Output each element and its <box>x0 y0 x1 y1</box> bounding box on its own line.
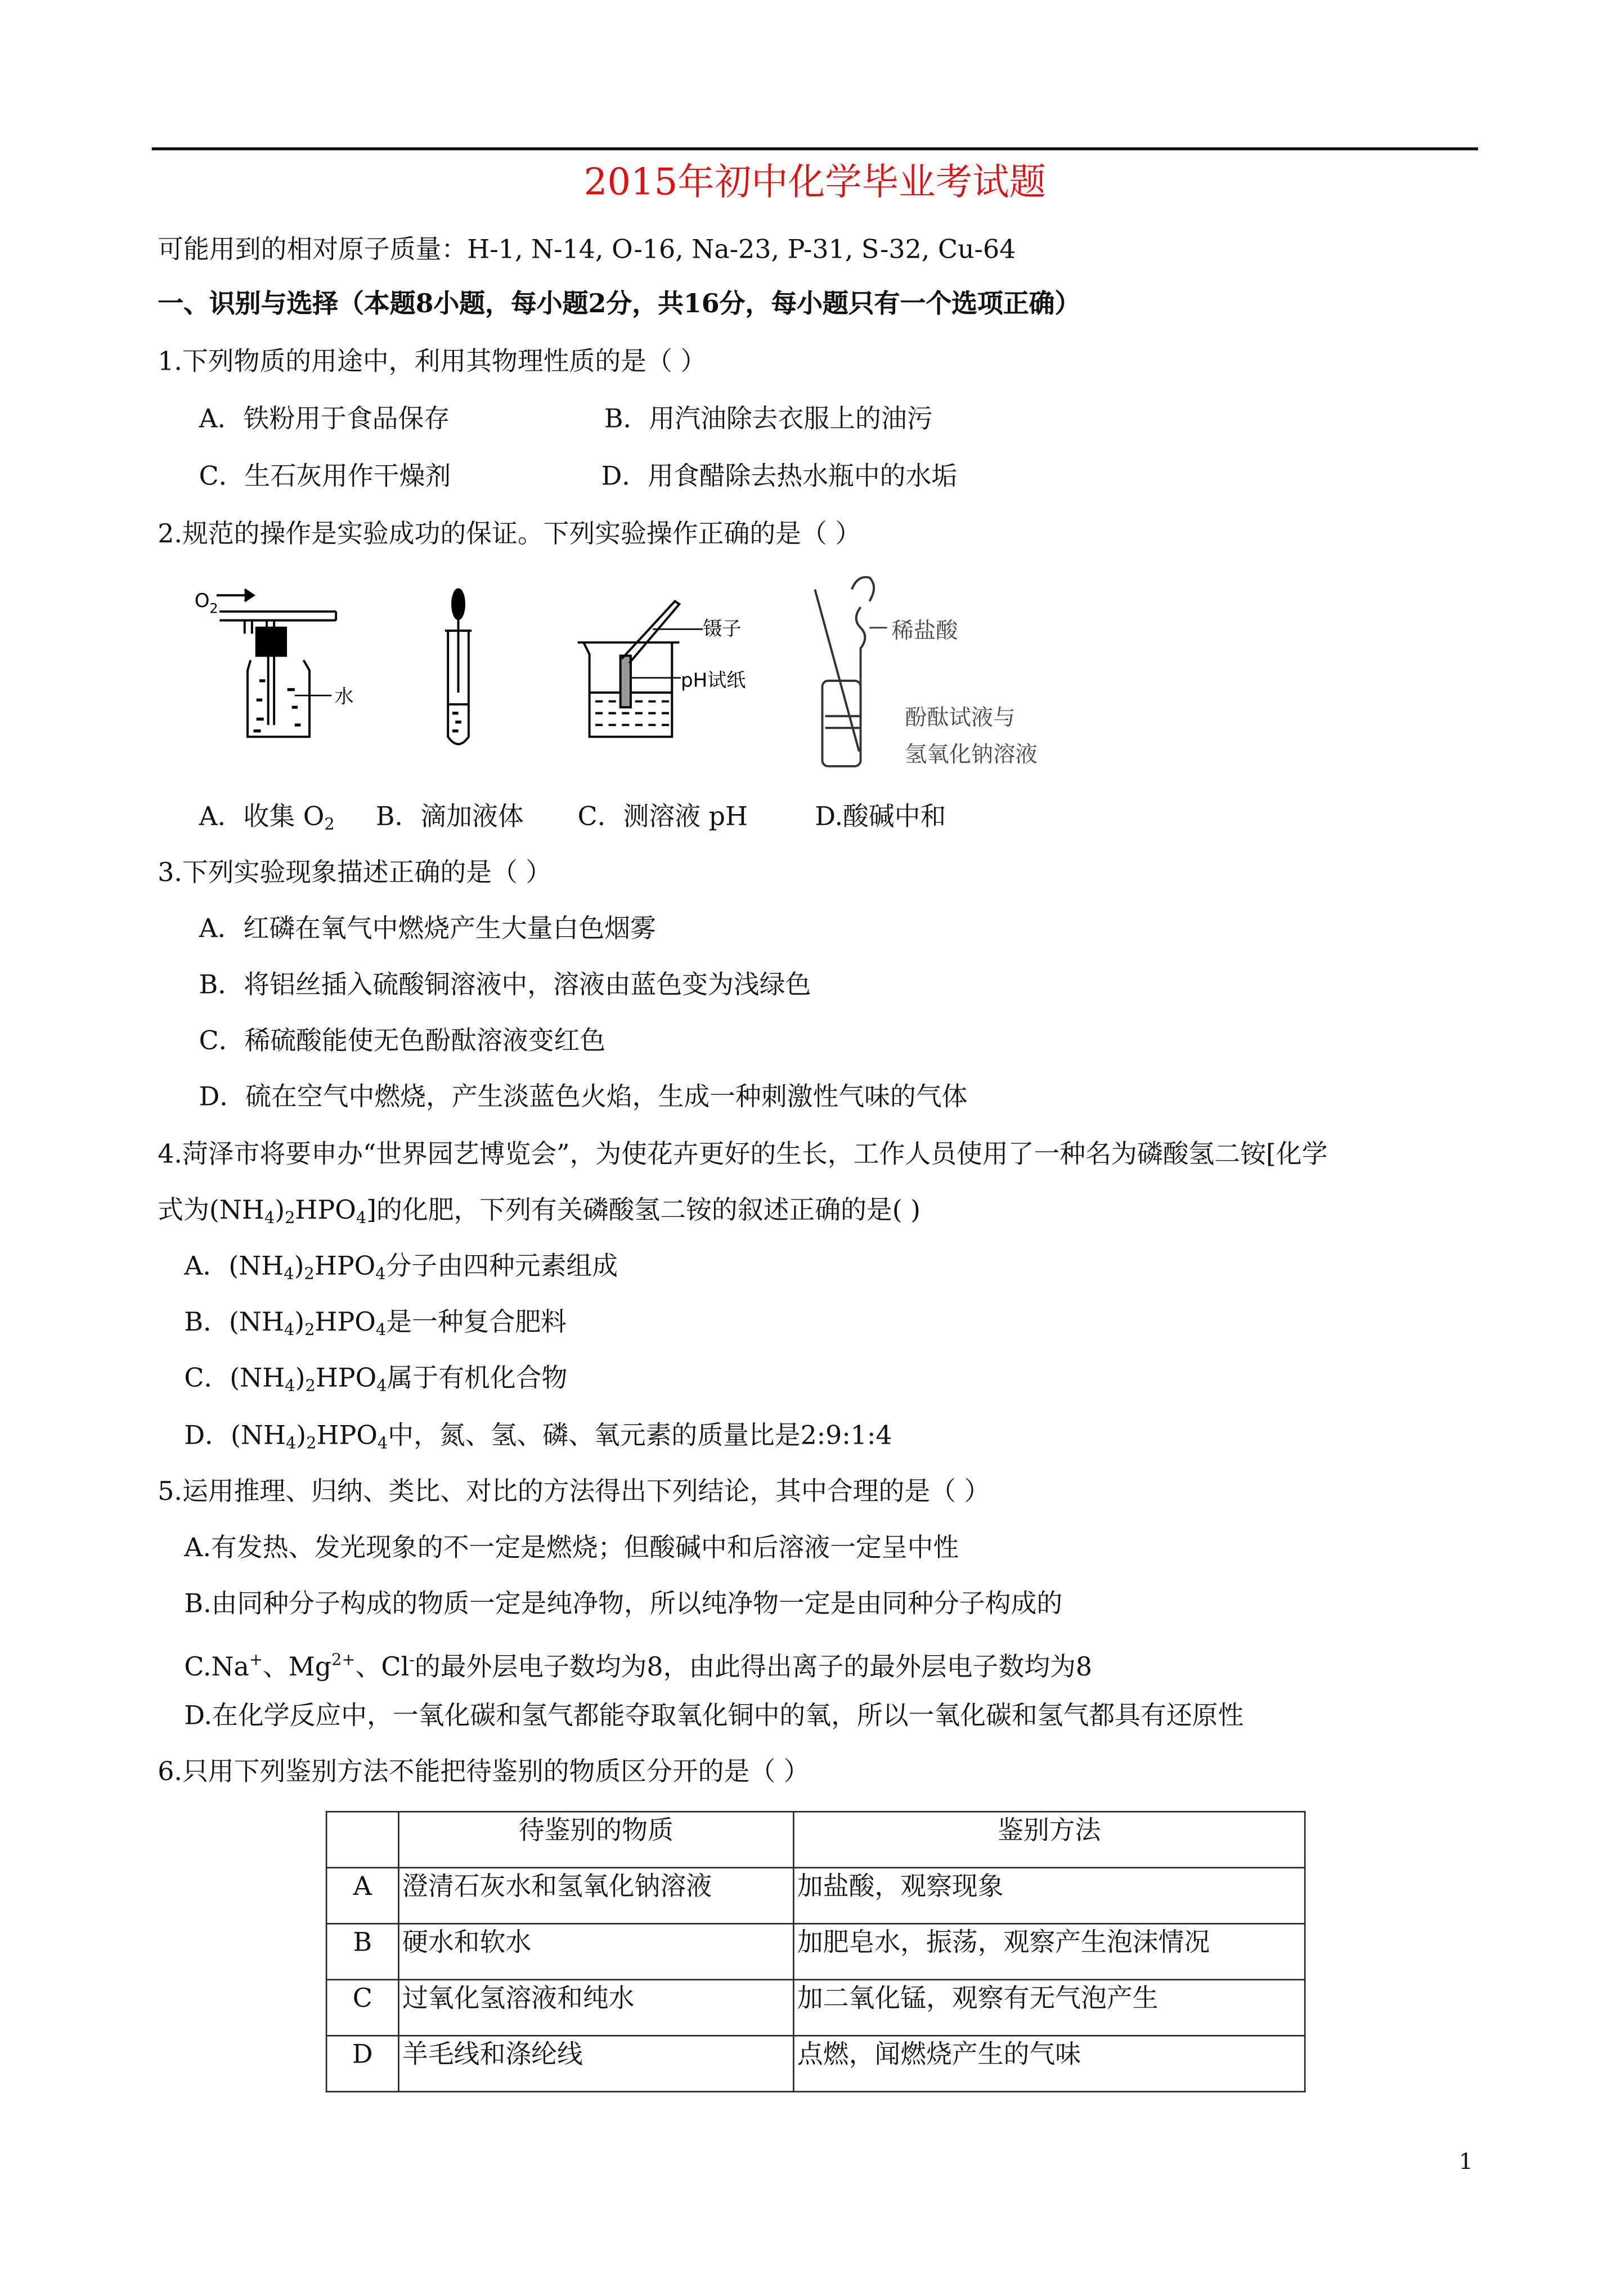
table-cell: A <box>326 1868 398 1924</box>
q5-option-b: B.由同种分子构成的物质一定是纯净物，所以纯净物一定是由同种分子构成的 <box>184 1590 1063 1620</box>
superscript: + <box>249 1650 263 1670</box>
subscript: 2 <box>304 1264 315 1284</box>
table-row <box>326 2036 1305 2092</box>
table-cell: D <box>326 2036 398 2092</box>
table-cell: B <box>326 1924 398 1980</box>
page-number: 1 <box>1458 2148 1473 2175</box>
q2-stem: 2.规范的操作是实验成功的保证。下列实验操作正确的是（ ） <box>158 520 861 550</box>
table-cell: 点燃，闻燃烧产生的气味 <box>793 2036 1305 2092</box>
subscript: 2 <box>324 815 335 834</box>
table-cell: 加肥皂水，振荡，观察产生泡沫情况 <box>793 1924 1305 1980</box>
q4-option-b: B．$(NH_4)_2HPO_4$是一种复合肥料 <box>184 1308 567 1340</box>
gas-bottle-diagram <box>195 590 354 737</box>
subscript: 2 <box>306 1434 317 1453</box>
superscript: - <box>409 1650 415 1670</box>
subscript: 4 <box>285 1376 295 1396</box>
text: C．(NH <box>184 1364 285 1394</box>
q5-option-a: A.有发热、发光现象的不一定是燃烧；但酸碱中和后溶液一定呈中性 <box>184 1534 959 1563</box>
q2-option-d: D.酸碱中和 <box>815 803 946 833</box>
table-cell: 硬水和软水 <box>398 1924 793 1980</box>
text: ]的化肥，下列有关磷酸氢二铵的叙述正确的是( ) <box>366 1196 921 1226</box>
text: C.Na <box>184 1653 249 1683</box>
table-header: 鉴别方法 <box>793 1812 1305 1868</box>
subscript: 4 <box>264 1208 275 1228</box>
text: 、Mg <box>262 1653 332 1683</box>
atomic-masses: 可能用到的相对原子质量：H-1, N-14, O-16, Na-23, P-31, S-32, Cu-64 <box>158 236 1016 266</box>
q1-option-d: D．用食醋除去热水瓶中的水垢 <box>601 462 958 492</box>
text: 式为(NH <box>158 1196 264 1226</box>
tweezers-label: 镊子 <box>703 617 742 640</box>
text: 、Cl <box>355 1653 410 1683</box>
subscript: 4 <box>284 1320 295 1340</box>
q6-table <box>326 1811 1306 2092</box>
q4-option-d: D．$(NH_4)_2HPO_4$中，氮、氢、磷、氧元素的质量比是2:9:1:4 <box>184 1422 892 1453</box>
table-cell: 加盐酸，观察现象 <box>793 1868 1305 1924</box>
q5-option-c <box>184 1645 1092 1684</box>
subscript: 4 <box>375 1264 386 1284</box>
q3-option-d: D．硫在空气中燃烧，产生淡蓝色火焰，生成一种刺激性气味的气体 <box>199 1083 968 1113</box>
o2-label: $O_2$ <box>194 590 218 617</box>
table-header <box>326 1812 398 1868</box>
subscript: 2 <box>285 1208 295 1228</box>
subscript: 2 <box>304 1320 315 1340</box>
acid-label: 稀盐酸 <box>891 618 958 644</box>
q6-stem: 6.只用下列鉴别方法不能把待鉴别的物质区分开的是（ ） <box>158 1758 810 1787</box>
water-label: 水 <box>334 685 354 708</box>
table-row <box>326 1924 1305 1980</box>
text: 属于有机化合物 <box>387 1364 568 1394</box>
q1-stem: 1.下列物质的用途中，利用其物理性质的是（ ） <box>158 348 707 378</box>
q2-option-a <box>199 802 335 842</box>
text: 中，氮、氢、磷、氧元素的质量比是2:9:1:4 <box>388 1422 892 1452</box>
q1-option-b: B．用汽油除去衣服上的油污 <box>604 405 933 435</box>
text: 是一种复合肥料 <box>386 1308 567 1338</box>
text: 的最外层电子数均为8，由此得出离子的最外层电子数均为8 <box>414 1653 1093 1683</box>
table-row <box>326 1980 1305 2036</box>
subscript: 2 <box>305 1376 316 1396</box>
beaker-ph-diagram <box>578 601 746 737</box>
table-cell: 过氧化氢溶液和纯水 <box>398 1980 793 2036</box>
indicator-label-1: 酚酞试液与 <box>905 705 1016 731</box>
q3-option-c: C．稀硫酸能使无色酚酞溶液变红色 <box>199 1027 606 1057</box>
q3-option-b: B．将铝丝插入硫酸铜溶液中，溶液由蓝色变为浅绿色 <box>199 970 811 1001</box>
indicator-label-2: 氢氧化钠溶液 <box>905 742 1038 768</box>
subscript: 4 <box>377 1434 388 1453</box>
q2-option-a-text: A．收集 O <box>199 803 325 833</box>
text: D．(NH <box>184 1422 286 1452</box>
superscript: 2+ <box>331 1650 356 1670</box>
subscript: 4 <box>376 1376 387 1396</box>
subscript: 4 <box>356 1208 367 1228</box>
table-cell: 羊毛线和涤纶线 <box>398 2036 793 2092</box>
q2-diagrams <box>0 0 1621 825</box>
text: A．(NH <box>184 1252 284 1282</box>
page-title: 2015年初中化学毕业考试题 <box>583 160 1047 204</box>
q2-option-b: B．滴加液体 <box>375 803 524 833</box>
subscript: 4 <box>375 1320 387 1340</box>
neutralization-diagram <box>815 577 1037 767</box>
subscript: 4 <box>285 1434 297 1453</box>
table-row <box>326 1868 1305 1924</box>
q1-option-c: C．生石灰用作干燥剂 <box>199 462 451 492</box>
table-cell: 加二氧化锰，观察有无气泡产生 <box>793 1980 1305 2036</box>
q5-stem: 5.运用推理、归纳、类比、对比的方法得出下列结论，其中合理的是（ ） <box>158 1477 990 1508</box>
table-cell: 澄清石灰水和氢氧化钠溶液 <box>398 1868 793 1924</box>
q2-option-c: C．测溶液 pH <box>577 803 748 833</box>
text: B．(NH <box>184 1308 284 1338</box>
table-header-row <box>326 1812 1305 1868</box>
dropper-diagram <box>445 590 472 744</box>
q1-option-a: A．铁粉用于食品保存 <box>199 405 450 435</box>
ph-paper-label: pH试纸 <box>681 669 746 692</box>
section-heading: 一、识别与选择（本题8小题，每小题2分，共16分，每小题只有一个选项正确） <box>158 290 1081 320</box>
q5-option-d: D.在化学反应中，一氧化碳和氢气都能夺取氧化铜中的氧，所以一氧化碳和氢气都具有还原性 <box>184 1702 1244 1732</box>
text: HPO <box>295 1196 356 1226</box>
q4-stem-line2 <box>158 1195 920 1235</box>
subscript: 4 <box>284 1264 294 1284</box>
q3-option-a: A．红磷在氧气中燃烧产生大量白色烟雾 <box>199 915 656 945</box>
q4-stem-line1: 4.菏泽市将要申办“世界园艺博览会”，为使花卉更好的生长，工作人员使用了一种名为磷酸氢二铵[化学 <box>158 1140 1328 1170</box>
text: ) <box>275 1196 285 1226</box>
table-cell: C <box>326 1980 398 2036</box>
q3-stem: 3.下列实验现象描述正确的是（ ） <box>158 859 552 889</box>
table-header: 待鉴别的物质 <box>398 1812 793 1868</box>
q4-option-c: C．$(NH_4)_2HPO_4$属于有机化合物 <box>184 1364 568 1396</box>
text: 分子由四种元素组成 <box>385 1252 618 1282</box>
q4-option-a: A．$(NH_4)_2HPO_4$分子由四种元素组成 <box>184 1252 618 1284</box>
